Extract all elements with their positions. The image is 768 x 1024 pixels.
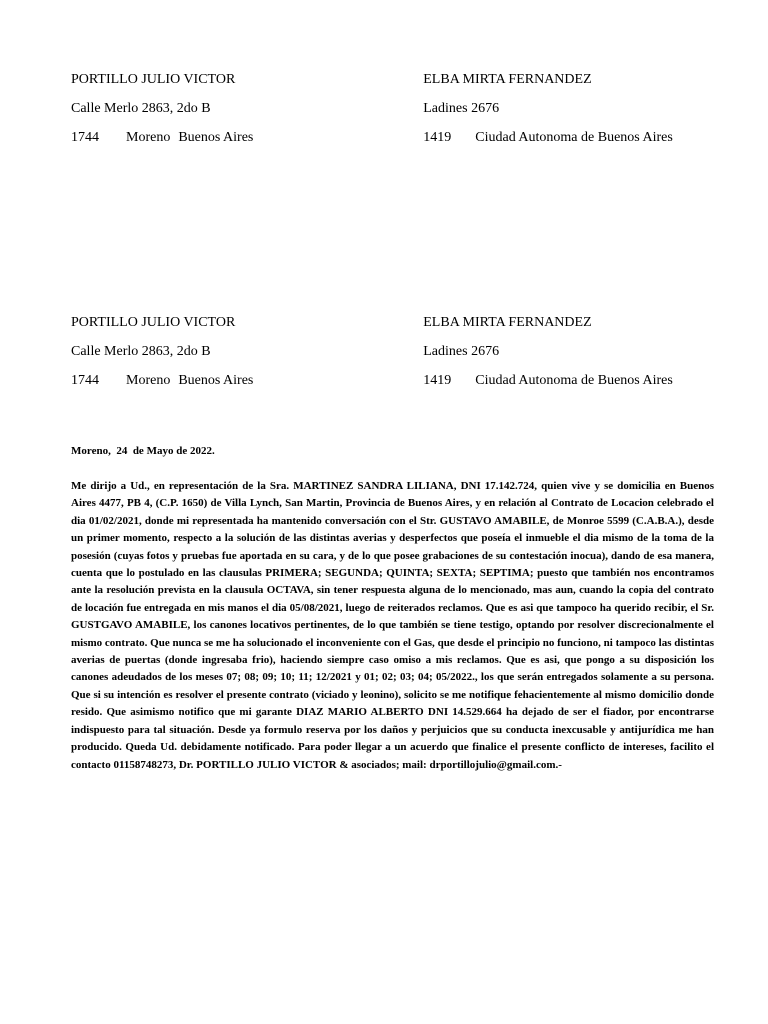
address-block-2	[71, 314, 711, 401]
recipient-postal-code: 1419	[423, 373, 452, 388]
recipient-city: Ciudad Autonoma de Buenos Aires	[475, 373, 673, 388]
recipient-locality	[423, 129, 711, 158]
sender-city: Moreno	[126, 130, 171, 145]
address-row-street	[71, 100, 711, 129]
address-row-street	[71, 343, 711, 372]
sender-province: Buenos Aires	[178, 373, 254, 388]
sender-name: PORTILLO JULIO VICTOR	[71, 72, 236, 87]
sender-city: Moreno	[126, 373, 171, 388]
sender-street: Calle Merlo 2863, 2do B	[71, 344, 211, 359]
sender-name: PORTILLO JULIO VICTOR	[71, 315, 236, 330]
address-row-city	[71, 372, 711, 401]
address-block-1	[71, 71, 711, 158]
letter-body: Me dirijo a Ud., en representación de la Sra. MARTINEZ SANDRA LILIANA, DNI 17.142.724, quien vive y se domicilia en Buenos Aires 4477, PB 4, (C.P. 1650) de Villa Lynch, San Martin, Provincia de Buenos Aires, y en relación al Contrato de Locacion celebrado el dia 01/02/2021, donde mi representada ha mantenido conversación con el Str. GUSTAVO AMABILE, de Monroe 5599 (C.A.B.A.), desde un primer momento, respecto a la solución de las distintas averias y desperfectos que poseía el inmueble el dia mismo de la toma de la posesión (cuyas fotos y pruebas fue aportada en su cara, y de lo que posee grabaciones de su contestación inocua), dando de esa manera, cuenta que lo postulado en las clausulas PRIMERA; SEGUNDA; QUINTA; SEXTA; SEPTIMA; puesto que también nos encontramos ante la resolución prevista en la clausula OCTAVA, sin tener respuesta alguna de lo mencionado, mas aun, cuando la copia del contrato de locación fue entregada en mis manos el dia 05/08/2021, luego de reiterados reclamos. Que es asi que tampoco ha querido recibir, el Sr. GUSTGAVO AMABILE, los canones locativos pertinentes, de lo que también se tiene testigo, optando por resolver discrecionalmente el mismo contrato. Que nunca se me ha solucionado el inconveniente con el Gas, que desde el principio no funciono, ni tampoco las distintas averias de puertas (donde ingresaba frio), haciendo siempre caso omiso a mis reclamos. Que es asi, que pongo a su disposición los canones adeudados de los meses 07; 08; 09; 10; 11; 12/2021 y 01; 02; 03; 04; 05/2022., los que serán entregados solamente a su persona. Que si su intención es resolver el presente contrato (viciado y leonino), solicito se me notifique fehacientemente al mismo domicilio donde resido. Que asimismo notifico que mi garante DIAZ MARIO ALBERTO DNI 14.529.664 ha dejado de ser el fiador, por encontrarse indispuesto para tal situación. Desde ya formulo reserva por los daños y perjuicios que su conducta inexcusable y antijurídica me han producido. Queda Ud. debidamente notificado. Para poder llegar a un acuerdo que finalice el presente conflicto de intereses, facilito el contacto 01158748273, Dr. PORTILLO JULIO VICTOR & asociados; mail: drportillojulio@gmail.com.-	[71, 480, 714, 771]
recipient-city: Ciudad Autonoma de Buenos Aires	[475, 130, 673, 145]
recipient-postal-code: 1419	[423, 130, 452, 145]
recipient-name: ELBA MIRTA FERNANDEZ	[423, 315, 592, 330]
recipient-street: Ladines 2676	[423, 101, 500, 116]
recipient-street: Ladines 2676	[423, 344, 500, 359]
sender-street: Calle Merlo 2863, 2do B	[71, 101, 211, 116]
recipient-locality	[423, 372, 711, 401]
sender-locality	[71, 372, 423, 401]
letter-date: Moreno, 24 de Mayo de 2022.	[71, 445, 215, 457]
address-row-name	[71, 71, 711, 100]
sender-province: Buenos Aires	[178, 130, 254, 145]
sender-postal-code: 1744	[71, 130, 99, 145]
sender-locality	[71, 129, 423, 158]
address-row-name	[71, 314, 711, 343]
recipient-name: ELBA MIRTA FERNANDEZ	[423, 72, 592, 87]
address-row-city	[71, 129, 711, 158]
sender-postal-code: 1744	[71, 373, 99, 388]
